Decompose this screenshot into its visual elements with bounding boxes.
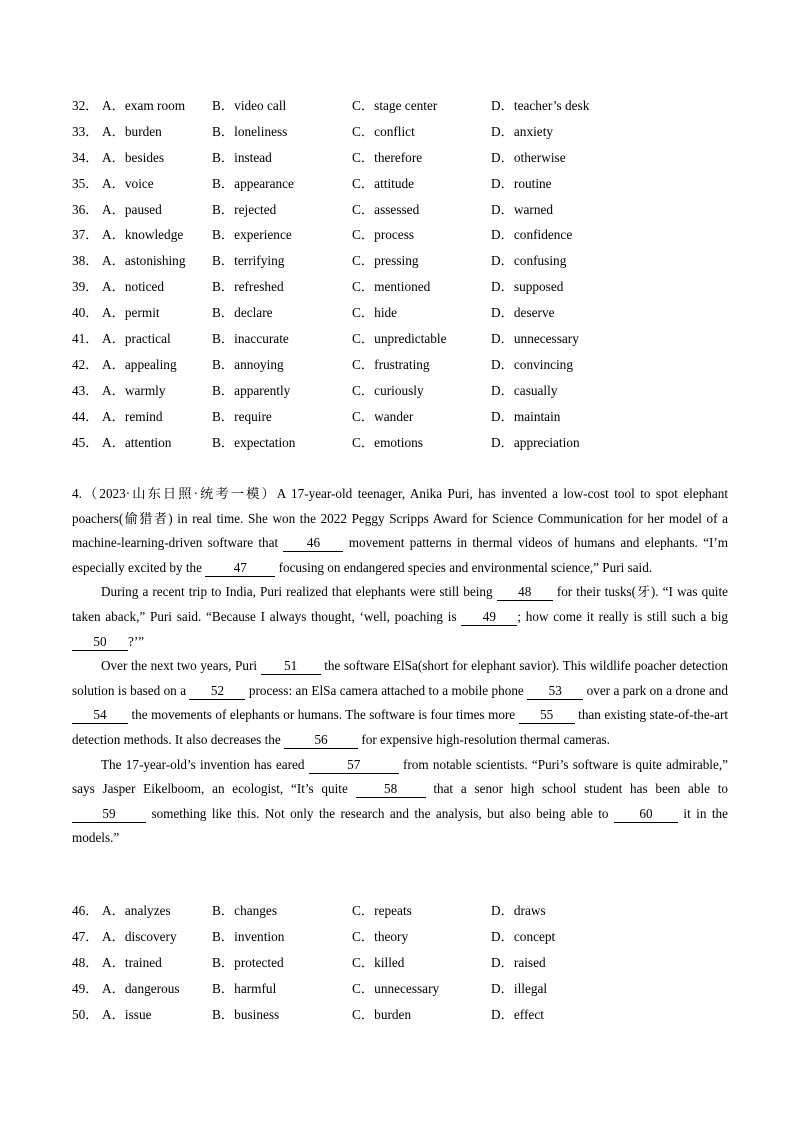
- option-a: A．trained: [102, 954, 162, 970]
- options-list-top: [72, 93, 752, 455]
- option-d: D．confidence: [491, 227, 573, 243]
- passage-paragraph: [72, 580, 728, 654]
- option-d: D．draws: [491, 903, 546, 918]
- option-a: A．practical: [102, 331, 171, 347]
- passage-text: than existing state-of-the-art detection methods. It also decreases the: [72, 707, 728, 747]
- option-c: C．killed: [352, 954, 405, 970]
- option-d: D．raised: [491, 954, 546, 970]
- blank-54[interactable]: 54: [72, 707, 128, 724]
- blank-60[interactable]: 60: [614, 806, 678, 823]
- option-b: B．rejected: [212, 201, 277, 217]
- option-b: B．require: [212, 408, 272, 424]
- option-b: B．apparently: [212, 382, 291, 398]
- option-row: [72, 300, 752, 326]
- question-number: 36．: [72, 201, 99, 217]
- option-b: B．harmful: [212, 980, 277, 996]
- option-d: D．warned: [491, 201, 554, 217]
- option-row: [72, 430, 752, 456]
- option-row: [72, 352, 752, 378]
- passage-text: The 17-year-old’s invention has eared: [101, 756, 309, 772]
- option-c: C．therefore: [352, 149, 423, 165]
- option-b: B．appearance: [212, 175, 294, 191]
- blank-59[interactable]: 59: [72, 806, 146, 823]
- option-d: D．casually: [491, 382, 558, 398]
- question-number: 33．: [72, 123, 99, 139]
- option-a: A．attention: [102, 434, 172, 450]
- question-number: 46．: [72, 903, 99, 918]
- option-c: C．burden: [352, 1006, 412, 1022]
- passage-text: ?’”: [128, 633, 145, 649]
- option-c: C．process: [352, 227, 415, 243]
- passage-text: that a senor high school student has been able to: [425, 781, 728, 797]
- passage-text: 4.（2023·山东日照·统考一模）A 17-year-old teenager, Anika Puri, has invented a low-cost tool to spot elephant poachers(偷猎者) in real time. She won the 2022 Peggy Scripps Award for Science Communication for her model of a machine-learning-driven software that: [72, 486, 728, 551]
- option-a: A．besides: [102, 149, 165, 165]
- option-b: B．terrifying: [212, 253, 285, 269]
- blank-47[interactable]: 47: [205, 560, 275, 577]
- passage-text: During a recent trip to India, Puri realized that elephants were still being: [101, 584, 497, 600]
- option-d: D．anxiety: [491, 123, 554, 139]
- question-number: 45．: [72, 434, 99, 450]
- question-number: 49．: [72, 980, 99, 996]
- passage-text: for expensive high-resolution thermal cameras.: [358, 731, 610, 747]
- question-number: 43．: [72, 382, 99, 398]
- option-a: A．issue: [102, 1006, 152, 1022]
- option-c: C．curiously: [352, 382, 424, 398]
- blank-55[interactable]: 55: [519, 707, 575, 724]
- blank-46[interactable]: 46: [283, 535, 343, 552]
- option-row: [72, 898, 752, 924]
- passage-text: focusing on endangered species and environmental science,” Puri said.: [275, 559, 653, 575]
- option-d: D．unnecessary: [491, 331, 579, 347]
- option-b: B．business: [212, 1006, 280, 1022]
- passage-paragraph: [72, 753, 728, 851]
- question-number: 38．: [72, 253, 99, 269]
- option-a: A．permit: [102, 305, 160, 321]
- passage-text: the movements of elephants or humans. The software is four times more: [128, 707, 519, 723]
- option-d: D．teacher’s desk: [491, 98, 590, 113]
- option-c: C．unnecessary: [352, 980, 440, 996]
- option-a: A．analyzes: [102, 903, 171, 918]
- question-number: 32．: [72, 98, 99, 113]
- question-number: 44．: [72, 408, 99, 424]
- passage-text: for their tusks(牙). “I was quite taken aback,” Puri said. “Because I always thought, ‘well, poaching is: [72, 584, 728, 624]
- option-a: A．astonishing: [102, 253, 186, 269]
- option-row: [72, 145, 752, 171]
- option-row: [72, 222, 752, 248]
- option-a: A．exam room: [102, 98, 186, 113]
- option-c: C．hide: [352, 305, 398, 321]
- option-c: C．conflict: [352, 123, 415, 139]
- passage-text: something like this. Not only the research and the analysis, but also being able to: [146, 805, 614, 821]
- option-c: C．theory: [352, 928, 409, 944]
- reading-passage: [72, 482, 728, 851]
- passage-text: the software ElSa(short for elephant savior). This wildlife poacher detection solution is based on a: [72, 658, 728, 698]
- option-c: C．mentioned: [352, 279, 431, 295]
- option-d: D．deserve: [491, 305, 555, 321]
- option-b: B．video call: [212, 98, 287, 113]
- option-row: [72, 378, 752, 404]
- option-row: [72, 119, 752, 145]
- option-b: B．expectation: [212, 434, 296, 450]
- option-d: D．effect: [491, 1006, 544, 1022]
- option-b: B．refreshed: [212, 279, 284, 295]
- option-row: [72, 274, 752, 300]
- question-number: 42．: [72, 356, 99, 372]
- option-d: D．supposed: [491, 279, 564, 295]
- option-a: A．remind: [102, 408, 163, 424]
- option-a: A．burden: [102, 123, 162, 139]
- option-a: A．dangerous: [102, 980, 180, 996]
- option-d: D．concept: [491, 928, 556, 944]
- option-a: A．noticed: [102, 279, 165, 295]
- option-row: [72, 1002, 752, 1028]
- option-d: D．otherwise: [491, 149, 566, 165]
- option-a: A．discovery: [102, 928, 177, 944]
- option-d: D．maintain: [491, 408, 561, 424]
- question-number: 50．: [72, 1006, 99, 1022]
- option-c: C．frustrating: [352, 356, 430, 372]
- question-number: 39．: [72, 279, 99, 295]
- option-b: B．inaccurate: [212, 331, 289, 347]
- option-a: A．knowledge: [102, 227, 184, 243]
- option-row: [72, 248, 752, 274]
- blank-49[interactable]: 49: [461, 609, 517, 626]
- blank-52[interactable]: 52: [189, 683, 245, 700]
- option-row: [72, 93, 752, 119]
- blank-58[interactable]: 58: [356, 781, 426, 798]
- option-b: B．changes: [212, 903, 277, 918]
- option-a: A．warmly: [102, 382, 166, 398]
- option-d: D．illegal: [491, 980, 548, 996]
- option-d: D．confusing: [491, 253, 567, 269]
- blank-57[interactable]: 57: [309, 757, 399, 774]
- blank-51[interactable]: 51: [261, 658, 321, 675]
- option-row: [72, 326, 752, 352]
- option-c: C．stage center: [352, 98, 438, 113]
- option-b: B．loneliness: [212, 123, 288, 139]
- option-c: C．attitude: [352, 175, 415, 191]
- option-row: [72, 197, 752, 223]
- passage-paragraph: [72, 654, 728, 752]
- option-b: B．annoying: [212, 356, 284, 372]
- question-number: 35．: [72, 175, 99, 191]
- question-number: 41．: [72, 331, 99, 347]
- option-c: C．emotions: [352, 434, 423, 450]
- option-b: B．invention: [212, 928, 285, 944]
- option-d: D．routine: [491, 175, 552, 191]
- passage-text: over a park on a drone and: [583, 682, 728, 698]
- question-number: 34．: [72, 149, 99, 165]
- blank-48[interactable]: 48: [497, 584, 553, 601]
- option-c: C．unpredictable: [352, 331, 447, 347]
- option-a: A．voice: [102, 175, 154, 191]
- blank-53[interactable]: 53: [527, 683, 583, 700]
- option-a: A．paused: [102, 201, 162, 217]
- passage-text: ; how come it really is still such a big: [517, 608, 728, 624]
- option-d: D．convincing: [491, 356, 573, 372]
- blank-50[interactable]: 50: [72, 634, 128, 651]
- option-row: [72, 171, 752, 197]
- option-row: [72, 404, 752, 430]
- option-row: [72, 976, 752, 1002]
- option-c: C．assessed: [352, 201, 420, 217]
- blank-56[interactable]: 56: [284, 732, 358, 749]
- option-b: B．experience: [212, 227, 292, 243]
- option-c: C．pressing: [352, 253, 419, 269]
- option-b: B．protected: [212, 954, 284, 970]
- passage-text: Over the next two years, Puri: [101, 658, 261, 674]
- option-row: [72, 924, 752, 950]
- option-c: C．repeats: [352, 903, 412, 918]
- option-row: [72, 950, 752, 976]
- question-number: 40．: [72, 305, 99, 321]
- option-b: B．instead: [212, 149, 272, 165]
- question-number: 37．: [72, 227, 99, 243]
- passage-text: movement patterns in thermal videos of humans and elephants. “I’m especially excited by the: [72, 535, 729, 575]
- question-number: 48．: [72, 954, 99, 970]
- options-list-bottom: [72, 898, 752, 1027]
- passage-text: process: an ElSa camera attached to a mobile phone: [245, 682, 528, 698]
- question-number: 47．: [72, 928, 99, 944]
- passage-text: from notable scientists. “Puri’s software is quite admirable,” says Jasper Eikelboom, an ecologist, “It’s quite: [72, 756, 728, 797]
- option-a: A．appealing: [102, 356, 177, 372]
- passage-paragraph: [72, 482, 728, 580]
- passage-text: it in the models.”: [72, 805, 728, 846]
- option-d: D．appreciation: [491, 434, 580, 450]
- option-b: B．declare: [212, 305, 273, 321]
- option-c: C．wander: [352, 408, 414, 424]
